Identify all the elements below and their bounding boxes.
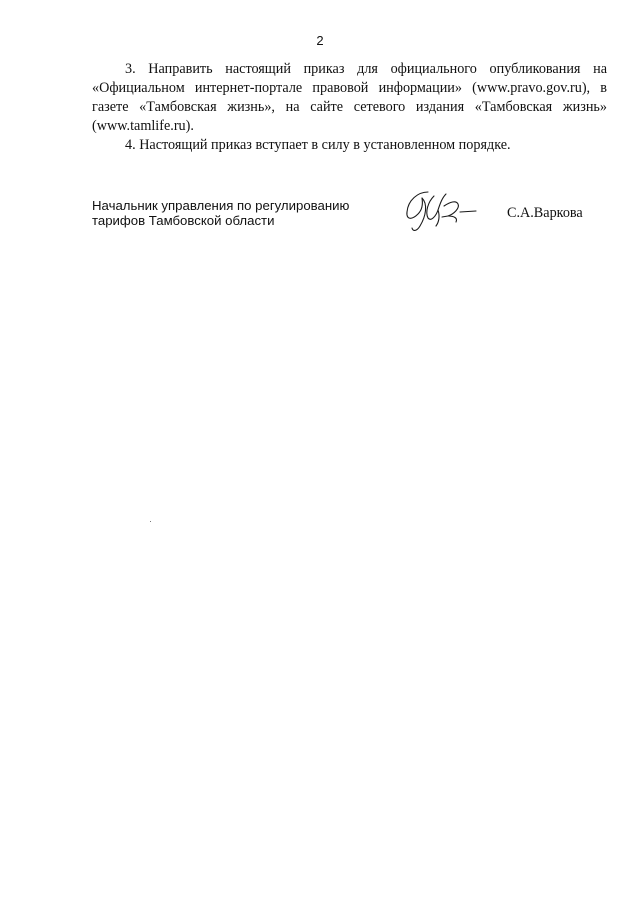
handwritten-signature-icon <box>398 186 482 234</box>
document-body <box>92 60 607 155</box>
paragraph-3: 3. Направить настоящий приказ для официального опубликования на «Официальном интернет-портале правовой информации» (www.pravo.gov.ru), в газете «Тамбовская жизнь», на сайте сетевого издания «Тамбовская жизнь» (www.tamlife.ru). <box>92 61 607 134</box>
paragraph-4: 4. Настоящий приказ вступает в силу в установленном порядке. <box>125 137 511 153</box>
signatory-name: С.А.Варкова <box>507 205 583 221</box>
scan-speck <box>150 521 151 522</box>
signatory-title-line-1: Начальник управления по регулированию <box>92 198 350 213</box>
page-number: 2 <box>316 33 324 48</box>
signatory-title <box>92 198 382 228</box>
signatory-title-line-2: тарифов Тамбовской области <box>92 213 275 228</box>
